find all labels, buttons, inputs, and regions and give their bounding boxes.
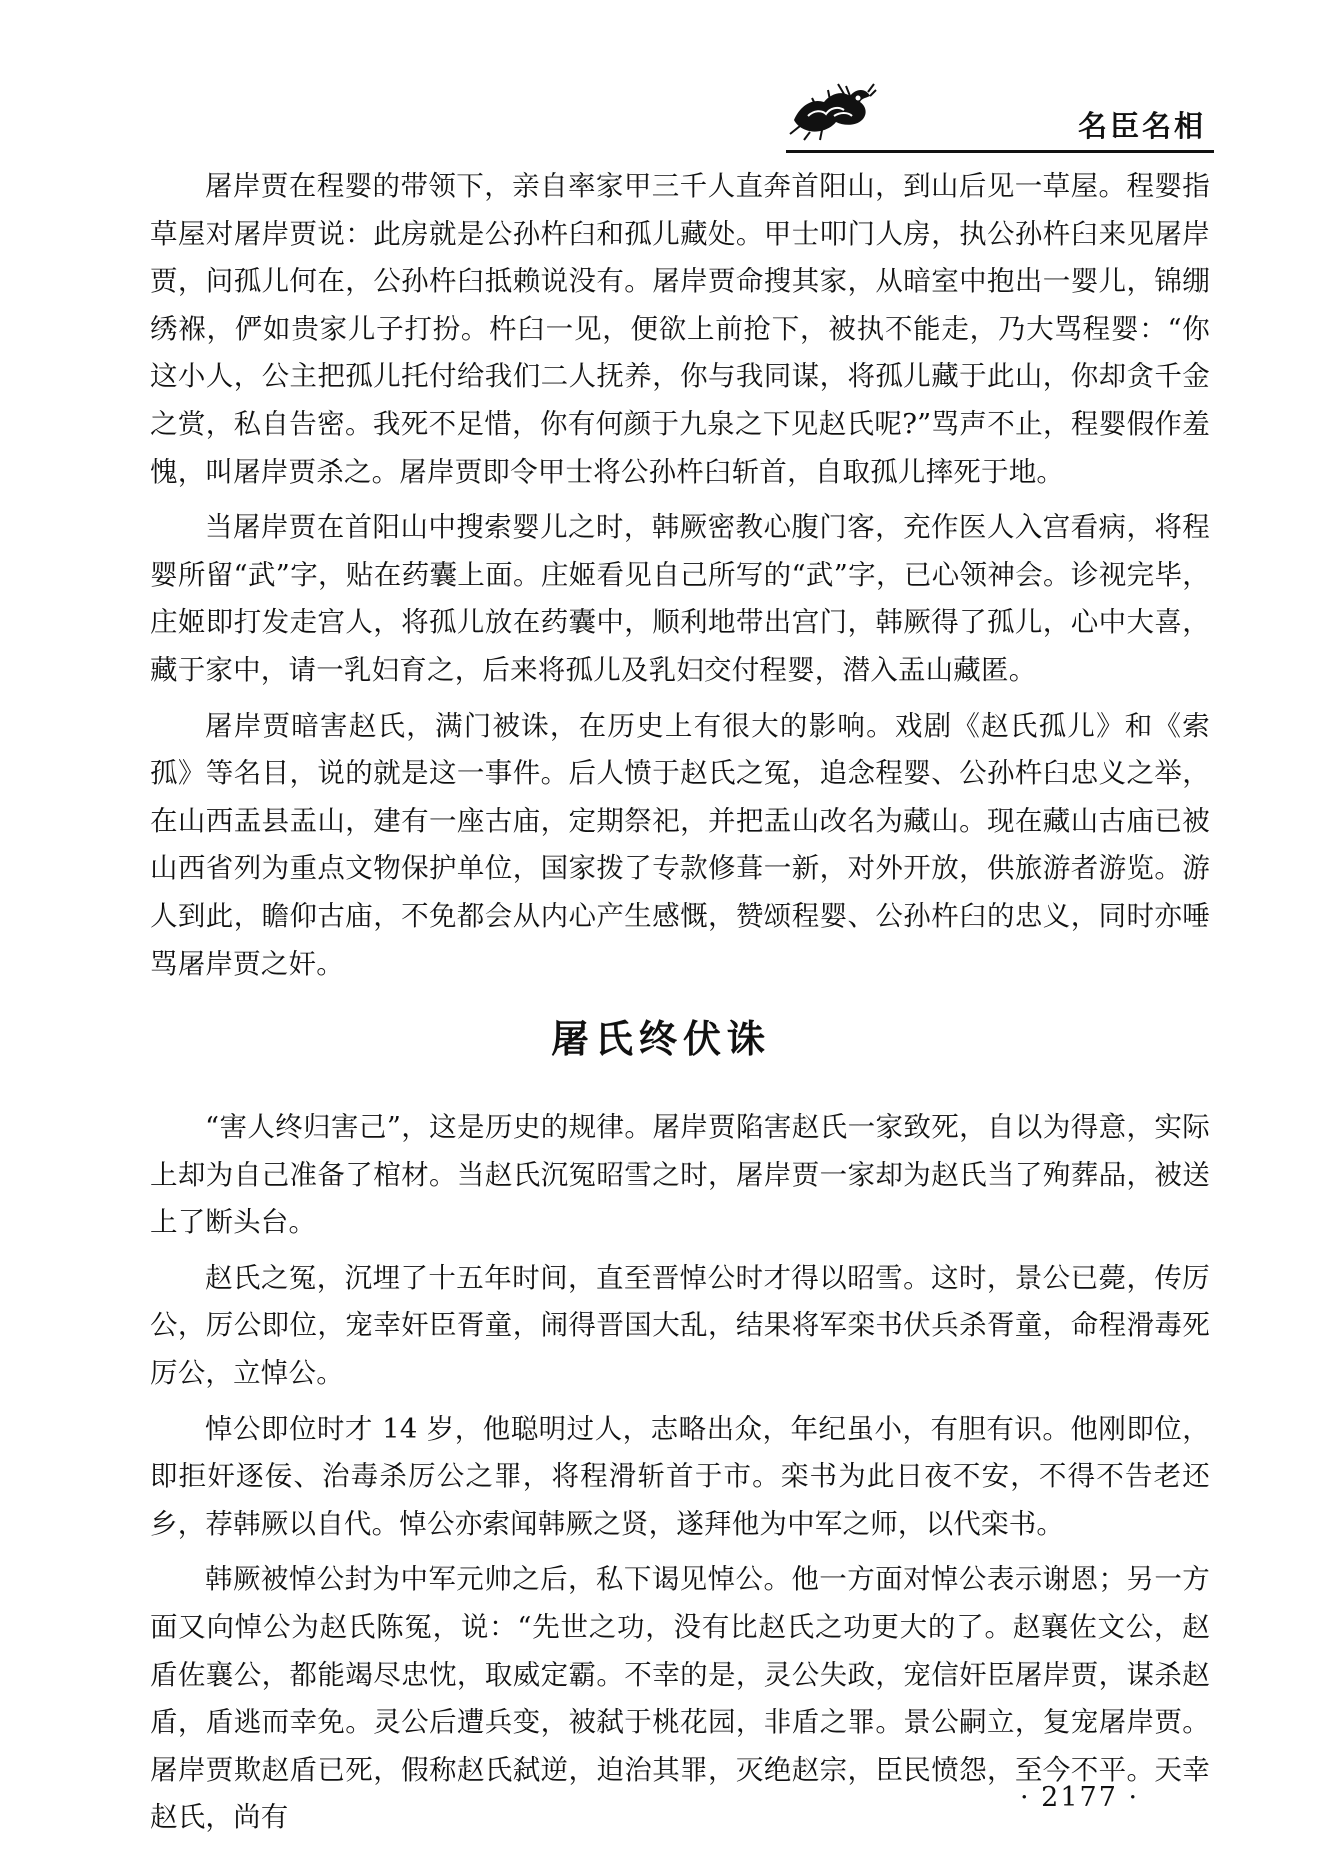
text-block-1: [150, 163, 1210, 996]
paragraph: 屠岸贾在程婴的带领下，亲自率家甲三千人直奔首阳山，到山后见一草屋。程婴指草屋对屠岸贾说：此房就是公孙杵臼和孤儿藏处。甲士叩门人房，执公孙杵臼来见屠岸贾，问孤儿何在，公孙杵臼抵赖说没有。屠岸贾命搜其家，从暗室中抱出一婴儿，锦绷绣褓，俨如贵家儿子打扮。杵臼一见，便欲上前抢下，被执不能走，乃大骂程婴：“你这小人，公主把孤儿托付给我们二人抚养，你与我同谋，将孤儿藏于此山，你却贪千金之赏，私自告密。我死不足惜，你有何颜于九泉之下见赵氏呢?”骂声不止，程婴假作羞愧，叫屠岸贾杀之。屠岸贾即令甲士将公孙杵臼斩首，自取孤儿摔死于地。: [150, 170, 1210, 488]
paragraph: 韩厥被悼公封为中军元帅之后，私下谒见悼公。他一方面对悼公表示谢恩；另一方面又向悼公为赵氏陈冤，说：“先世之功，没有比赵氏之功更大的了。赵襄佐文公，赵盾佐襄公，都能竭尽忠忱，取威定霸。不幸的是，灵公失政，宠信奸臣屠岸贾，谋杀赵盾，盾逃而幸免。灵公后遭兵变，被弑于桃花园，非盾之罪。景公嗣立，复宠屠岸贾。屠岸贾欺赵盾已死，假称赵氏弑逆，迫治其罪，灭绝赵宗，臣民愤怨，至今不平。天幸赵氏，尚有: [150, 1563, 1210, 1834]
paragraph: 赵氏之冤，沉埋了十五年时间，直至晋悼公时才得以昭雪。这时，景公已薨，传厉公，厉公即位，宠幸奸臣胥童，闹得晋国大乱，结果将军栾书伏兵杀胥童，命程滑毒死厉公，立悼公。: [150, 1261, 1210, 1389]
dragon-emblem-icon: [786, 76, 878, 142]
page-number: · 2177 ·: [1020, 1782, 1140, 1813]
paragraph: 屠岸贾暗害赵氏，满门被诛，在历史上有很大的影响。戏剧《赵氏孤儿》和《索孤》等名目，说的就是这一事件。后人愤于赵氏之冤，追念程婴、公孙杵臼忠义之举，在山西盂县盂山，建有一座古庙，定期祭祀，并把盂山改名为藏山。现在藏山古庙已被山西省列为重点文物保护单位，国家拨了专款修葺一新，对外开放，供旅游者游览。游人到此，瞻仰古庙，不免都会从内心产生感慨，赞颂程婴、公孙杵臼的忠义，同时亦唾骂屠岸贾之奸。: [150, 709, 1210, 980]
page-header: [786, 76, 1216, 144]
paragraph: 当屠岸贾在首阳山中搜索婴儿之时，韩厥密教心腹门客，充作医人入宫看病，将程婴所留“武”字，贴在药囊上面。庄姬看见自己所写的“武”字，已心领神会。诊视完毕，庄姬即打发走宫人，将孤儿放在药囊中，顺利地带出宫门，韩厥得了孤儿，心中大喜，藏于家中，请一乳妇育之，后来将孤儿及乳妇交付程婴，潜入盂山藏匿。: [150, 511, 1210, 686]
section-label: 名臣名相: [1077, 109, 1206, 143]
paragraph: “害人终归害己”，这是历史的规律。屠岸贾陷害赵氏一家致死，自以为得意，实际上却为自己准备了棺材。当赵氏沉冤昭雪之时，屠岸贾一家却为赵氏当了殉葬品，被送上了断头台。: [150, 1111, 1210, 1239]
text-block-2: [150, 1104, 1210, 1850]
paragraph: 悼公即位时才 14 岁，他聪明过人，志略出众，年纪虽小，有胆有识。他刚即位，即拒奸逐佞、治毒杀厉公之罪，将程滑斩首于市。栾书为此日夜不安，不得不告老还乡，荐韩厥以自代。悼公亦索闻韩厥之贤，遂拜他为中军之师，以代栾书。: [150, 1412, 1210, 1540]
header-rule: [786, 150, 1214, 153]
section-title: 屠氏终伏诛: [550, 1017, 771, 1061]
